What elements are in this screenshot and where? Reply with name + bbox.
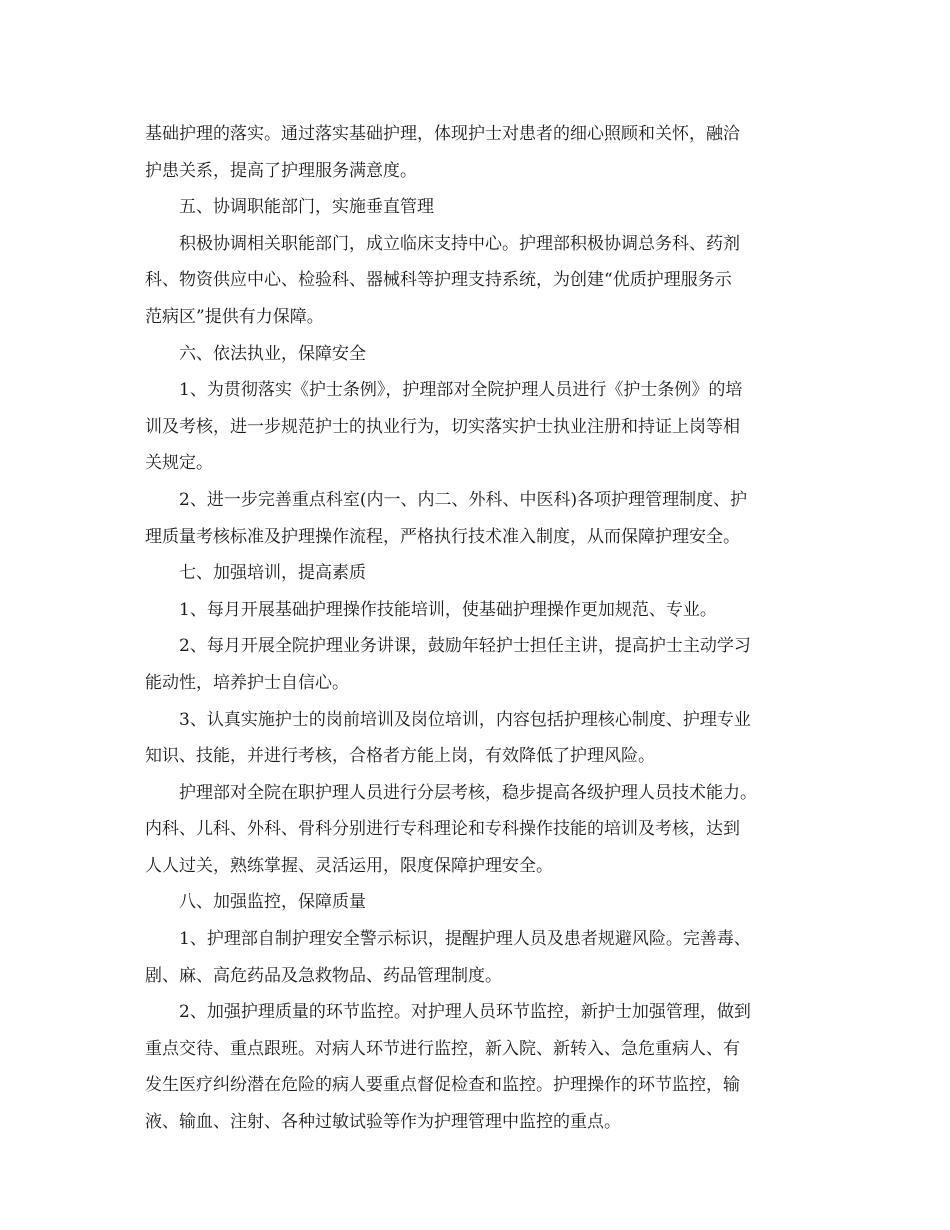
document-text-line: 五、协调职能部门，实施垂直管理 bbox=[179, 197, 434, 218]
document-text-line: 能动性，培养护士自信心。 bbox=[145, 672, 349, 693]
document-text-line: 积极协调相关职能部门，成立临床支持中心。护理部积极协调总务科、药剂 bbox=[179, 233, 740, 254]
document-text-line: 范病区”提供有力保障。 bbox=[145, 306, 324, 327]
document-text-line: 1、护理部自制护理安全警示标识，提醒护理人员及患者规避风险。完善毒、 bbox=[179, 929, 751, 950]
document-text-line: 剧、麻、高危药品及急救物品、药品管理制度。 bbox=[145, 965, 502, 986]
document-text-line: 七、加强培训，提高素质 bbox=[179, 563, 366, 584]
document-text-line: 训及考核，进一步规范护士的执业行为，切实落实护士执业注册和持证上岗等相 bbox=[145, 416, 740, 437]
document-text-line: 理质量考核标准及护理操作流程，严格执行技术准入制度，从而保障护理安全。 bbox=[145, 526, 740, 547]
document-text-line: 六、依法执业，保障安全 bbox=[179, 343, 366, 364]
document-text-line: 护理部对全院在职护理人员进行分层考核，稳步提高各级护理人员技术能力。 bbox=[179, 782, 757, 803]
document-text-line: 液、输血、注射、各种过敏试验等作为护理管理中监控的重点。 bbox=[145, 1112, 621, 1133]
document-text-line: 人人过关，熟练掌握、灵活运用，限度保障护理安全。 bbox=[145, 855, 553, 876]
document-text-line: 八、加强监控，保障质量 bbox=[179, 892, 366, 913]
document-text-line: 1、为贯彻落实《护士条例》，护理部对全院护理人员进行《护士条例》的培 bbox=[179, 380, 743, 401]
document-text-line: 重点交待、重点跟班。对病人环节进行监控，新入院、新转入、急危重病人、有 bbox=[145, 1038, 740, 1059]
document-text-line: 知识、技能，并进行考核，合格者方能上岗，有效降低了护理风险。 bbox=[145, 746, 655, 767]
document-text-line: 1、每月开展基础护理操作技能培训，使基础护理操作更加规范、专业。 bbox=[179, 599, 717, 620]
document-text-line: 发生医疗纠纷潜在危险的病人要重点督促检查和监控。护理操作的环节监控，输 bbox=[145, 1075, 740, 1096]
document-text-line: 护患关系，提高了护理服务满意度。 bbox=[145, 160, 417, 181]
document-text-line: 科、物资供应中心、检验科、器械科等护理支持系统，为创建“优质护理服务示 bbox=[145, 270, 732, 291]
document-text-line: 2、进一步完善重点科室(内一、内二、外科、中医科)各项护理管理制度、护 bbox=[179, 489, 748, 510]
document-body bbox=[145, 116, 810, 1141]
document-text-line: 内科、儿科、外科、骨科分别进行专科理论和专科操作技能的培训及考核，达到 bbox=[145, 819, 740, 840]
document-text-line: 基础护理的落实。通过落实基础护理，体现护士对患者的细心照顾和关怀，融洽 bbox=[145, 124, 740, 144]
document-text-line: 关规定。 bbox=[145, 453, 213, 474]
document-text-line: 2、每月开展全院护理业务讲课，鼓励年轻护士担任主讲，提高护士主动学习 bbox=[179, 636, 751, 657]
document-text-line: 3、认真实施护士的岗前培训及岗位培训，内容包括护理核心制度、护理专业 bbox=[179, 709, 751, 730]
document-text-line: 2、加强护理质量的环节监控。对护理人员环节监控，新护士加强管理，做到 bbox=[179, 1002, 751, 1023]
